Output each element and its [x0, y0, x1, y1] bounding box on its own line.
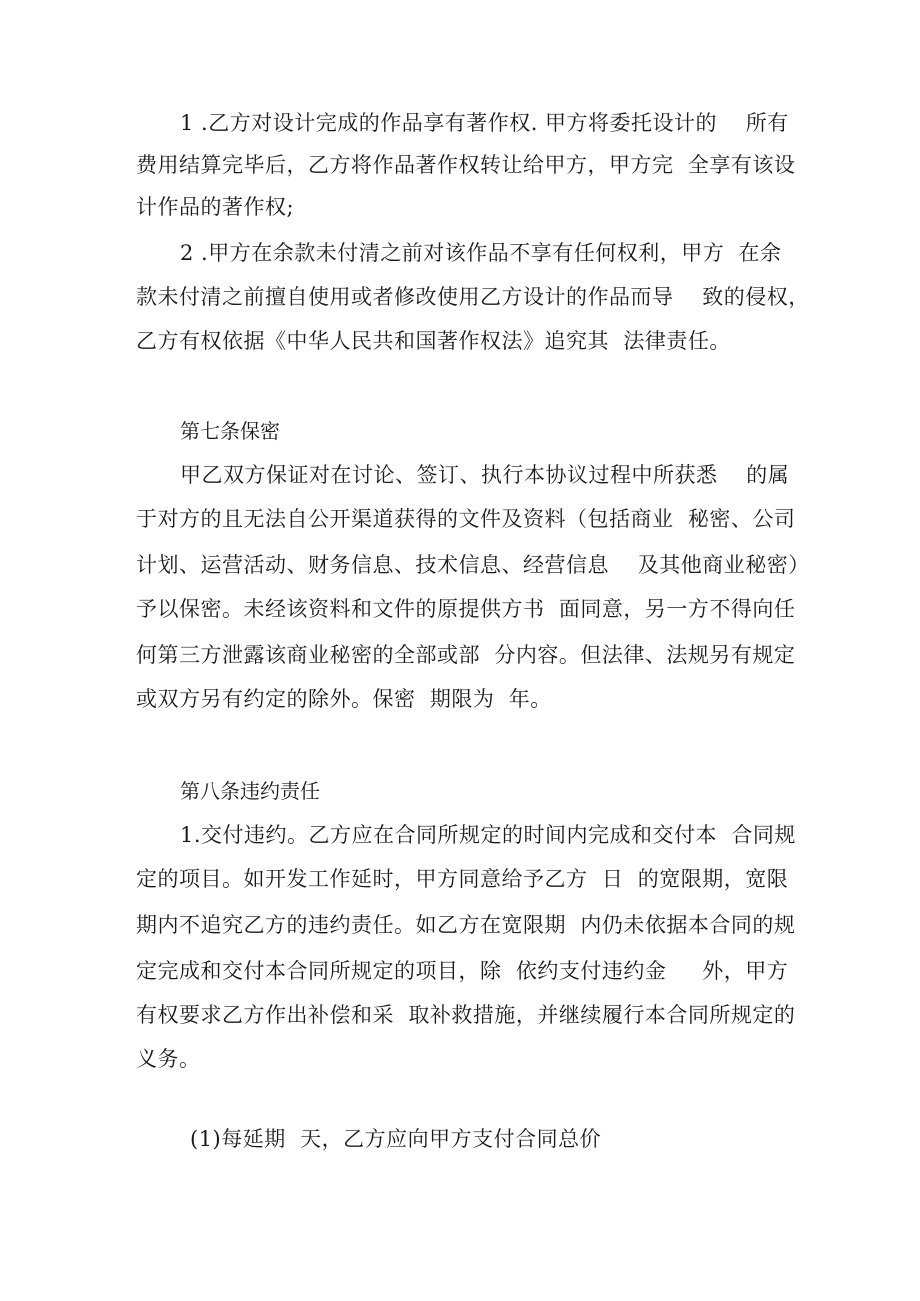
- copyright-item2-line3: 乙方有权依据《中华人民共和国著作权法》追究其 法律责任。: [136, 329, 731, 353]
- article8-item1-line5: 有权要求乙方作出补偿和采 取补救措施，并继续履行本合同所规定的: [136, 1003, 796, 1027]
- article7-line5: 何第三方泄露该商业秘密的全部或部 分内容。但法律、法规另有规定: [136, 643, 796, 667]
- article8-item1-line4: 定完成和交付本合同所规定的项目，除 依约支付违约金 外，甲方: [136, 959, 789, 983]
- article7-line1: 甲乙双方保证对在讨论、签订、执行本协议过程中所获悉 的属: [180, 463, 790, 487]
- article7-line4: 予以保密。未经该资料和文件的原提供方书 面同意，另一方不得向任: [136, 597, 796, 621]
- copyright-item1-line1: 1 .乙方对设计完成的作品享有著作权. 甲方将委托设计的 所有: [180, 111, 789, 135]
- article8-item1-line2: 定的项目。如开发工作延时，甲方同意给予乙方 日 的宽限期，宽限: [136, 867, 789, 891]
- article8-item1-line3: 期内不追究乙方的违约责任。如乙方在宽限期 内仍未依据本合同的规: [136, 913, 796, 937]
- article7-line3: 计划、运营活动、财务信息、技术信息、经营信息 及其他商业秘密）: [136, 553, 810, 577]
- article7-title: 第七条保密: [180, 419, 280, 443]
- article8-item1-line6: 义务。: [136, 1047, 201, 1071]
- article8-item1-line1: 1.交付违约。乙方应在合同所规定的时间内完成和交付本 合同规: [180, 823, 796, 847]
- copyright-item1-line2: 费用结算完毕后，乙方将作品著作权转让给甲方，甲方完 全享有该设: [136, 153, 796, 177]
- copyright-item2-line2: 款未付清之前擅自使用或者修改使用乙方设计的作品而导 致的侵权，: [136, 285, 810, 309]
- copyright-item2-line1: 2 .甲方在余款未付清之前对该作品不享有任何权利，甲方 在余: [180, 241, 782, 265]
- copyright-item1-line3: 计作品的著作权;: [136, 195, 295, 219]
- article7-line6: 或双方另有约定的除外。保密 期限为 年。: [136, 687, 552, 711]
- article8-title: 第八条违约责任: [180, 779, 320, 803]
- article8-sub1: (1)每延期 天，乙方应向甲方支付合同总价: [190, 1127, 602, 1151]
- article7-line2: 于对方的且无法自公开渠道获得的文件及资料（包括商业 秘密、公司: [136, 507, 796, 531]
